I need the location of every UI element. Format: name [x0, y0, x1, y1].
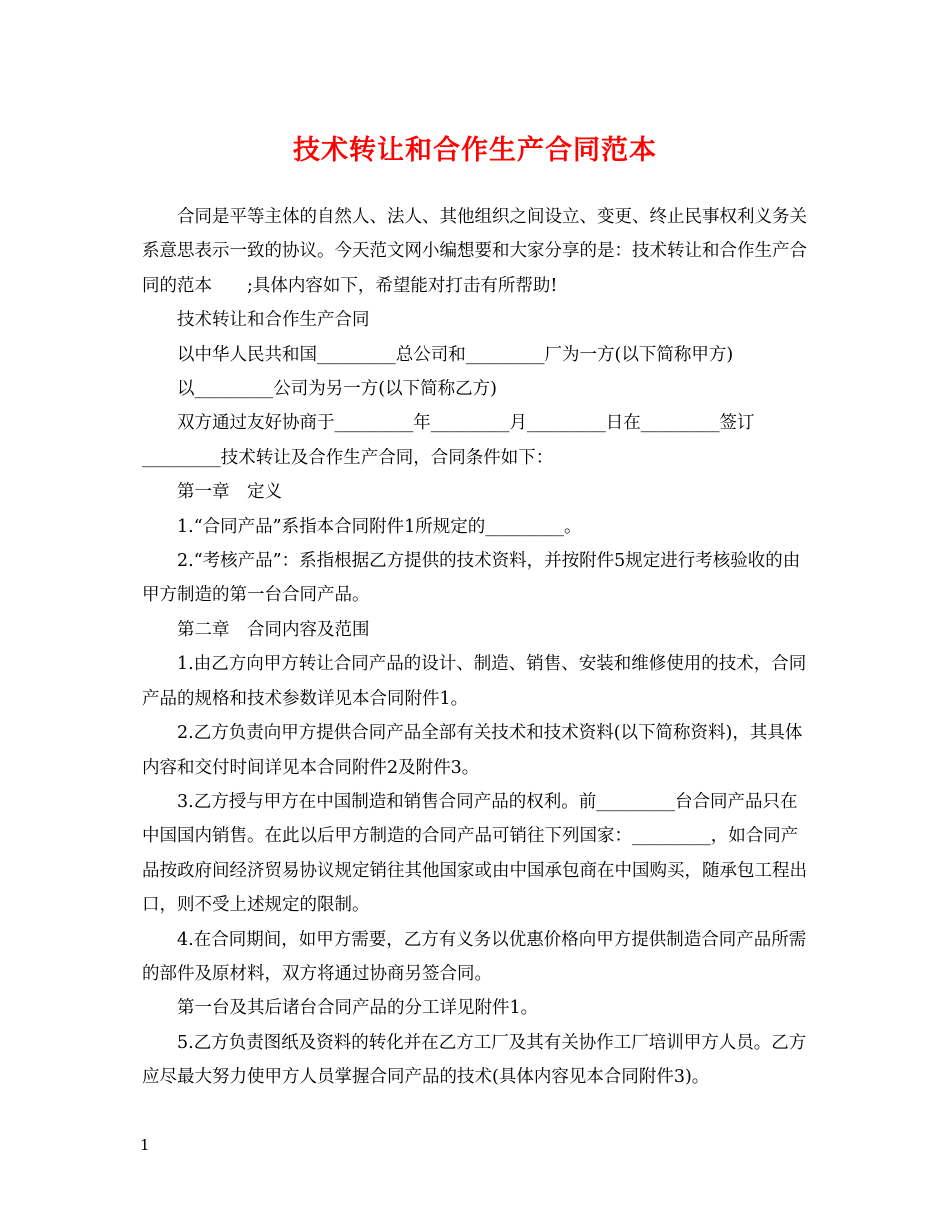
page-number: 1: [140, 1136, 150, 1154]
chapter-1-heading: 第一章 定义: [177, 482, 282, 503]
intro-paragraph: 合同是平等主体的自然人、法人、其他组织之间设立、变更、终止民事权利义务关系意思表示一致的协议。今天范文网小编想要和大家分享的是：技术转让和合作生产合同的范本 ;具体内容如下，希望能对打击有所帮助!: [142, 207, 807, 296]
chapter-2-item-1: 1.由乙方向甲方转让合同产品的设计、制造、销售、安装和维修使用的技术，合同产品的规格和技术参数详见本合同附件1。: [142, 654, 807, 709]
agreement-paragraph: 双方通过友好协商于_________年_________月_________日在_________签订_________技术转让及合作生产合同，合同条件如下：: [142, 413, 755, 468]
chapter-2-item-3: 3.乙方授与甲方在中国制造和销售合同产品的权利。前_________台合同产品只在中国国内销售。在此以后甲方制造的合同产品可销往下列国家：_________，如合同产品按政府间经济贸易协议规定销往其他国家或由中国承包商在中国购买，随承包工程出口，则不受上述规定的限制。: [142, 791, 807, 916]
party-b-line: 以_________公司为另一方(以下简称乙方): [177, 379, 497, 400]
chapter-2-item-2: 2.乙方负责向甲方提供合同产品全部有关技术和技术资料(以下简称资料)，其具体内容和交付时间详见本合同附件2及附件3。: [142, 723, 803, 778]
document-title: 技术转让和合作生产合同范本: [293, 135, 657, 166]
chapter-2-item-4: 4.在合同期间，如甲方需要，乙方有义务以优惠价格向甲方提供制造合同产品所需的部件及原材料，双方将通过协商另签合同。: [142, 929, 807, 984]
party-a-line: 以中华人民共和国_________总公司和_________厂为一方(以下简称甲方): [177, 344, 734, 365]
chapter-2-note: 第一台及其后诸台合同产品的分工详见附件1。: [177, 998, 539, 1019]
chapter-2-item-5: 5.乙方负责图纸及资料的转化并在乙方工厂及其有关协作工厂培训甲方人员。乙方应尽最大努力使甲方人员掌握合同产品的技术(具体内容见本合同附件3)。: [142, 1032, 807, 1088]
chapter-1-item-1: 1.“合同产品”系指本合同附件1所规定的_________。: [177, 516, 582, 537]
chapter-2-heading: 第二章 合同内容及范围: [177, 619, 370, 640]
contract-heading: 技术转让和合作生产合同: [177, 310, 370, 331]
document-body: [142, 200, 814, 1095]
chapter-1-item-2: 2.“考核产品”：系指根据乙方提供的技术资料，并按附件5规定进行考核验收的由甲方制造的第一台合同产品。: [142, 551, 801, 606]
